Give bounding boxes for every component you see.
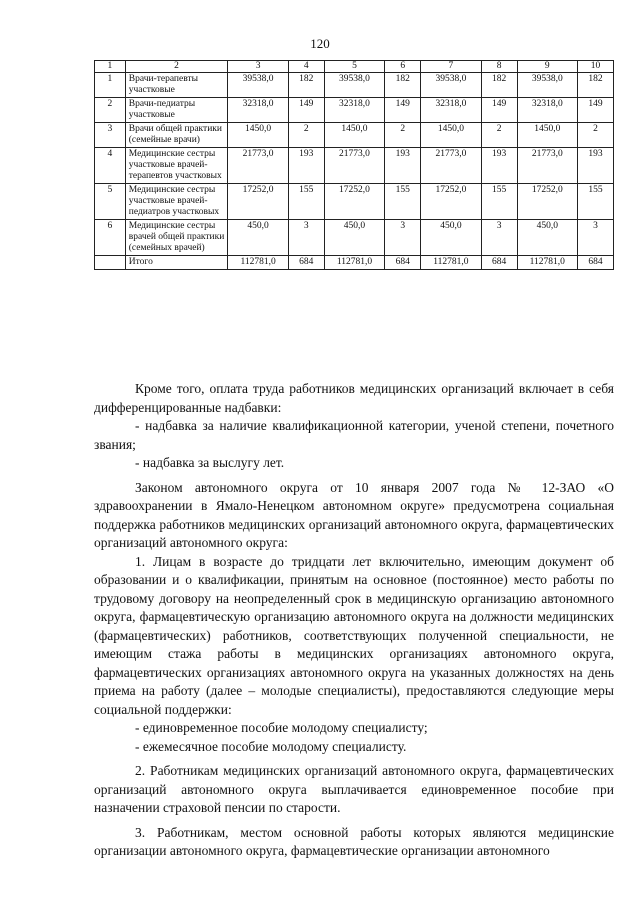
cell-count: 193 (481, 148, 517, 184)
cell-count: 684 (481, 256, 517, 270)
row-name: Медицинские сестры врачей общей практики (семейных врачей) (125, 220, 228, 256)
cell-value: 17252,0 (324, 184, 385, 220)
cell-count: 182 (578, 73, 614, 98)
header-cell: 3 (228, 61, 289, 73)
cell-count: 2 (385, 123, 421, 148)
row-name: Врачи-терапевты участковые (125, 73, 228, 98)
cell-count: 149 (481, 98, 517, 123)
cell-count: 182 (481, 73, 517, 98)
row-number: 4 (95, 148, 126, 184)
cell-value: 17252,0 (228, 184, 289, 220)
cell-value: 450,0 (421, 220, 482, 256)
cell-value: 32318,0 (421, 98, 482, 123)
cell-value: 112781,0 (228, 256, 289, 270)
row-number: 6 (95, 220, 126, 256)
cell-value: 21773,0 (421, 148, 482, 184)
cell-count: 149 (578, 98, 614, 123)
paragraph: - единовременное пособие молодому специалисту; (135, 720, 428, 735)
row-number (95, 256, 126, 270)
cell-value: 450,0 (517, 220, 578, 256)
cell-count: 193 (385, 148, 421, 184)
cell-value: 39538,0 (517, 73, 578, 98)
cell-count: 193 (578, 148, 614, 184)
header-cell: 7 (421, 61, 482, 73)
data-table (94, 60, 614, 270)
cell-value: 450,0 (324, 220, 385, 256)
cell-count: 155 (385, 184, 421, 220)
cell-count: 182 (288, 73, 324, 98)
cell-count: 155 (288, 184, 324, 220)
table-row (95, 184, 614, 220)
row-name: Медицинские сестры участковые врачей-терапевтов участковых (125, 148, 228, 184)
cell-value: 1450,0 (228, 123, 289, 148)
paragraph: Кроме того, оплата труда работников медицинских организаций включает в себя дифференцированные надбавки: (94, 381, 614, 415)
page-number: 120 (310, 36, 330, 51)
cell-value: 450,0 (228, 220, 289, 256)
table-row (95, 220, 614, 256)
paragraph: 2. Работникам медицинских организаций автономного округа, фармацевтических организаций автономного округа выплачивается единовременное пособие при назначении страховой пенсии по старости. (94, 763, 614, 815)
header-cell: 5 (324, 61, 385, 73)
header-cell: 1 (95, 61, 126, 73)
header-cell: 2 (125, 61, 228, 73)
cell-count: 193 (288, 148, 324, 184)
header-cell: 4 (288, 61, 324, 73)
cell-value: 112781,0 (324, 256, 385, 270)
cell-count: 684 (288, 256, 324, 270)
row-name: Медицинские сестры участковые врачей-педиатров участковых (125, 184, 228, 220)
table-row (95, 123, 614, 148)
row-number: 3 (95, 123, 126, 148)
paragraph: 1. Лицам в возрасте до тридцати лет включительно, имеющим документ об образовании и о квалификации, принятым на основное (постоянное) место работы по трудовому договору на неопределенный срок в медицинскую организацию автономного округа, фармацевтическую организацию автономного округа на должности медицинских (фармацевтических) работников, соответствующих полученной специальности, не имеющим стажа работы в медицинских организациях автономного округа, фармацевтических организациях автономного округа на указанных должностях на день приема на работу (далее – молодые специалисты), предоставляются следующие меры социальной поддержки: (94, 553, 614, 717)
cell-value: 1450,0 (517, 123, 578, 148)
cell-count: 684 (385, 256, 421, 270)
cell-value: 21773,0 (324, 148, 385, 184)
cell-value: 17252,0 (421, 184, 482, 220)
table-row (95, 73, 614, 98)
row-number: 2 (95, 98, 126, 123)
paragraph: Законом автономного округа от 10 января 2007 года № 12-ЗАО «О здравоохранении в Ямало-Ненецком автономном округе» предусмотрена социальная поддержка работников медицинских организаций автономного округа, фармацевтических организаций автономного округа: (94, 479, 614, 550)
cell-count: 3 (288, 220, 324, 256)
paragraph: - ежемесячное пособие молодому специалисту. (135, 738, 407, 754)
cell-count: 2 (578, 123, 614, 148)
header-cell: 8 (481, 61, 517, 73)
paragraph: - надбавка за выслугу лет. (135, 455, 285, 470)
row-number: 5 (95, 184, 126, 220)
table-row-total (95, 256, 614, 270)
cell-count: 684 (578, 256, 614, 270)
table-row (95, 148, 614, 184)
cell-count: 182 (385, 73, 421, 98)
cell-value: 32318,0 (228, 98, 289, 123)
cell-count: 155 (578, 184, 614, 220)
paragraph: 3. Работникам, местом основной работы которых являются медицинские организации автономного округа, фармацевтические организации автономного (94, 824, 614, 858)
cell-count: 149 (385, 98, 421, 123)
cell-value: 1450,0 (324, 123, 385, 148)
cell-value: 21773,0 (228, 148, 289, 184)
cell-count: 155 (481, 184, 517, 220)
cell-count: 3 (578, 220, 614, 256)
table-row (95, 98, 614, 123)
paragraph: - надбавка за наличие квалификационной категории, ученой степени, почетного звания; (94, 418, 614, 452)
cell-value: 32318,0 (324, 98, 385, 123)
row-name: Врачи-педиатры участковые (125, 98, 228, 123)
header-cell: 10 (578, 61, 614, 73)
cell-value: 112781,0 (421, 256, 482, 270)
cell-value: 112781,0 (517, 256, 578, 270)
cell-count: 3 (481, 220, 517, 256)
cell-value: 32318,0 (517, 98, 578, 123)
cell-value: 21773,0 (517, 148, 578, 184)
cell-value: 39538,0 (421, 73, 482, 98)
cell-value: 39538,0 (324, 73, 385, 98)
cell-count: 3 (385, 220, 421, 256)
body-text (94, 380, 614, 861)
cell-value: 1450,0 (421, 123, 482, 148)
cell-count: 2 (481, 123, 517, 148)
cell-value: 17252,0 (517, 184, 578, 220)
cell-count: 2 (288, 123, 324, 148)
row-name: Врачи общей практики (семейные врачи) (125, 123, 228, 148)
row-name: Итого (125, 256, 228, 270)
cell-count: 149 (288, 98, 324, 123)
header-cell: 6 (385, 61, 421, 73)
cell-value: 39538,0 (228, 73, 289, 98)
header-cell: 9 (517, 61, 578, 73)
table-header-row (95, 61, 614, 73)
row-number: 1 (95, 73, 126, 98)
